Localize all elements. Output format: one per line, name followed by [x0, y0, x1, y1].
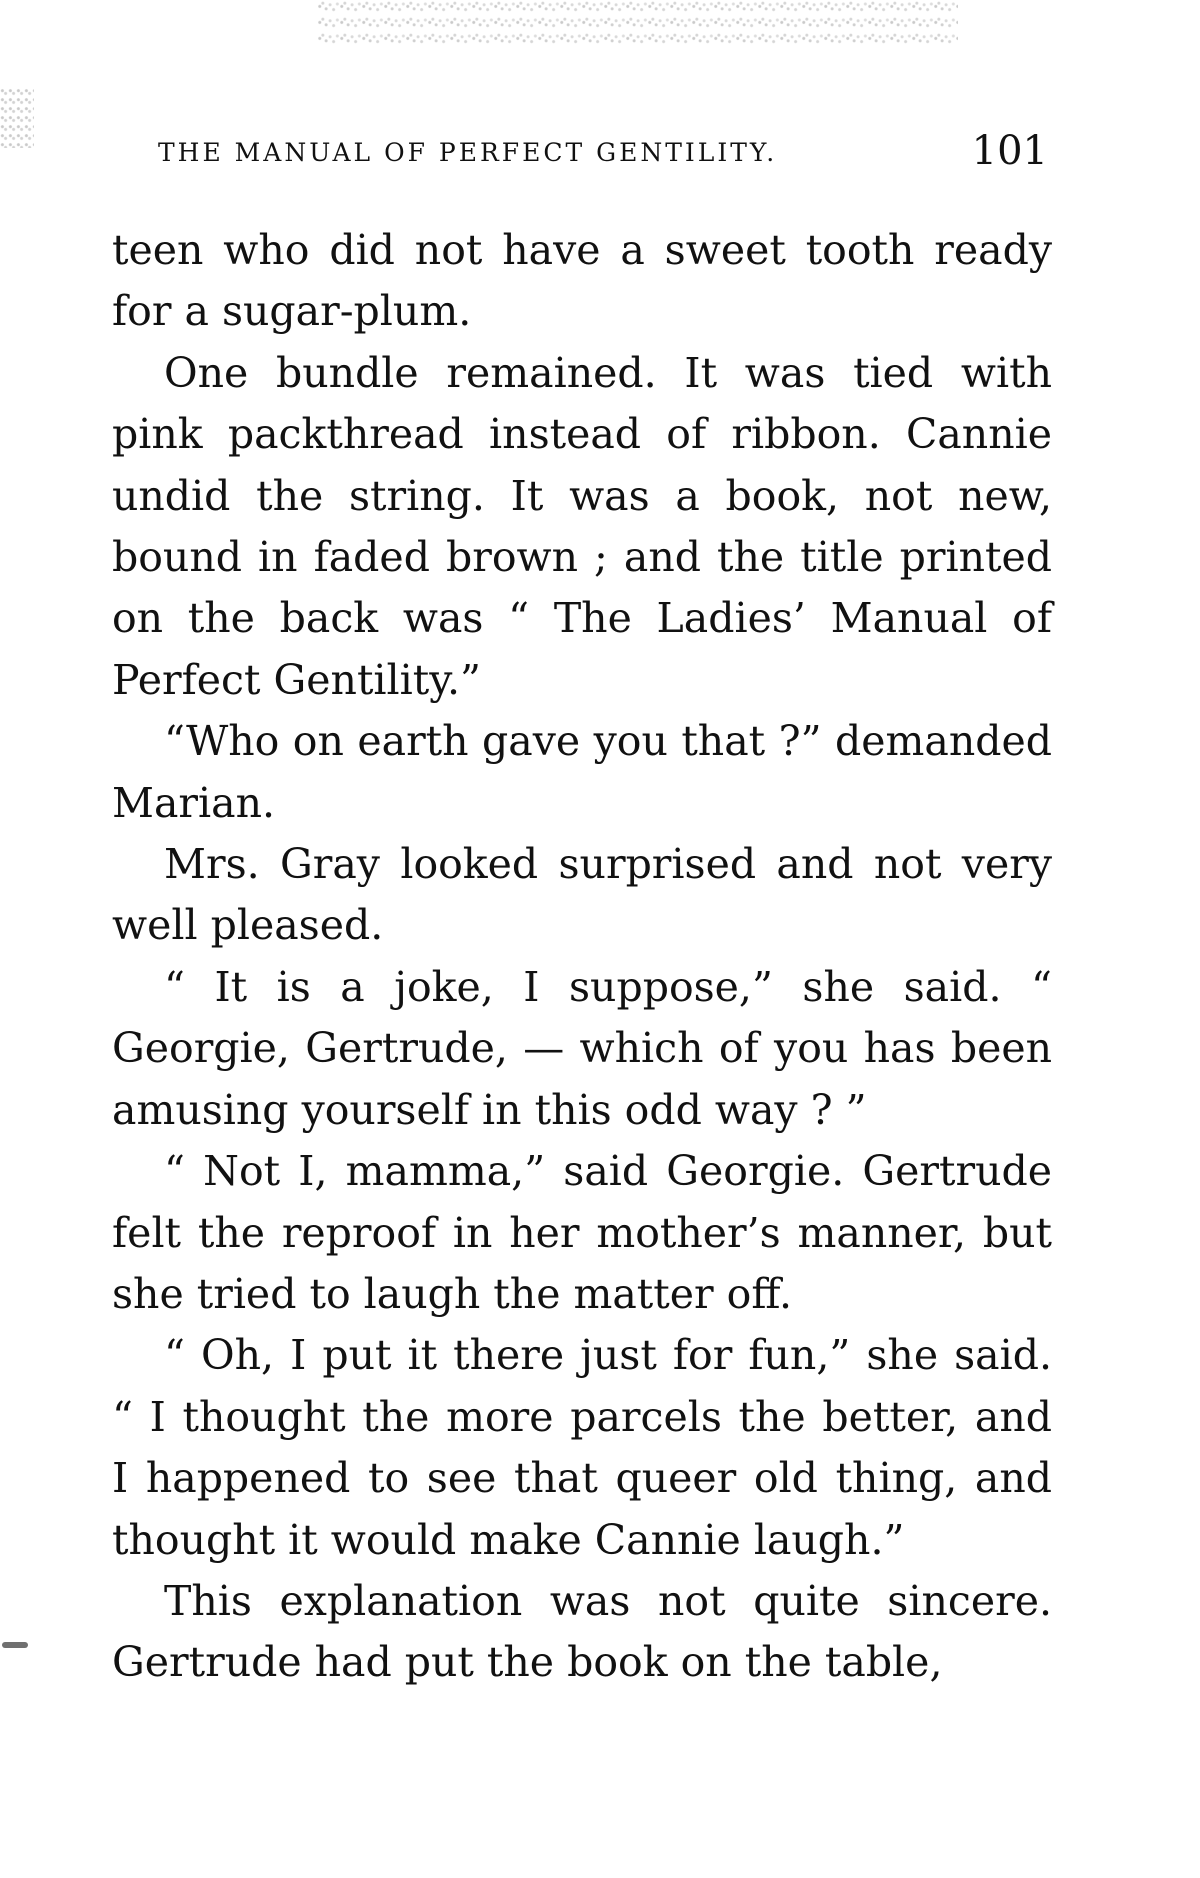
page-number: 101 [971, 128, 1048, 174]
print-speckle-top [318, 0, 958, 48]
margin-ink-mark [2, 1642, 28, 1648]
paragraph: Mrs. Gray looked surprised and not very well pleased. [112, 840, 1052, 950]
paragraph: teen who did not have a sweet tooth ready for a sugar-plum. [112, 226, 1052, 336]
paragraph: This explanation was not quite sincere. Gertrude had put the book on the table, [112, 1576, 1052, 1687]
paragraph: One bundle remained. It was tied with pink packthread instead of ribbon. Cannie undid the string. It was a book, not new, bound in faded brown ; and the title printed on the back was “ The Ladies’ Manual of Perfect Gentility.” [112, 348, 1052, 704]
paragraph: “Who on earth gave you that ?” demanded Marian. [112, 717, 1052, 827]
paragraph: “ Oh, I put it there just for fun,” she said. “ I thought the more parcels the better, and I happened to see that queer old thing, and thought it would make Cannie laugh.” [112, 1331, 1052, 1564]
print-speckle-left [0, 88, 34, 148]
text-body [112, 220, 1052, 1694]
paragraph: “ It is a joke, I suppose,” she said. “ Georgie, Gertrude, — which of you has been amusing yourself in this odd way ? ” [112, 962, 1052, 1134]
running-head-title: THE MANUAL OF PERFECT GENTILITY. [158, 138, 778, 167]
paragraph: “ Not I, mamma,” said Georgie. Gertrude felt the reproof in her mother’s manner, but she tried to laugh the matter off. [112, 1147, 1052, 1318]
running-head [158, 130, 1058, 176]
